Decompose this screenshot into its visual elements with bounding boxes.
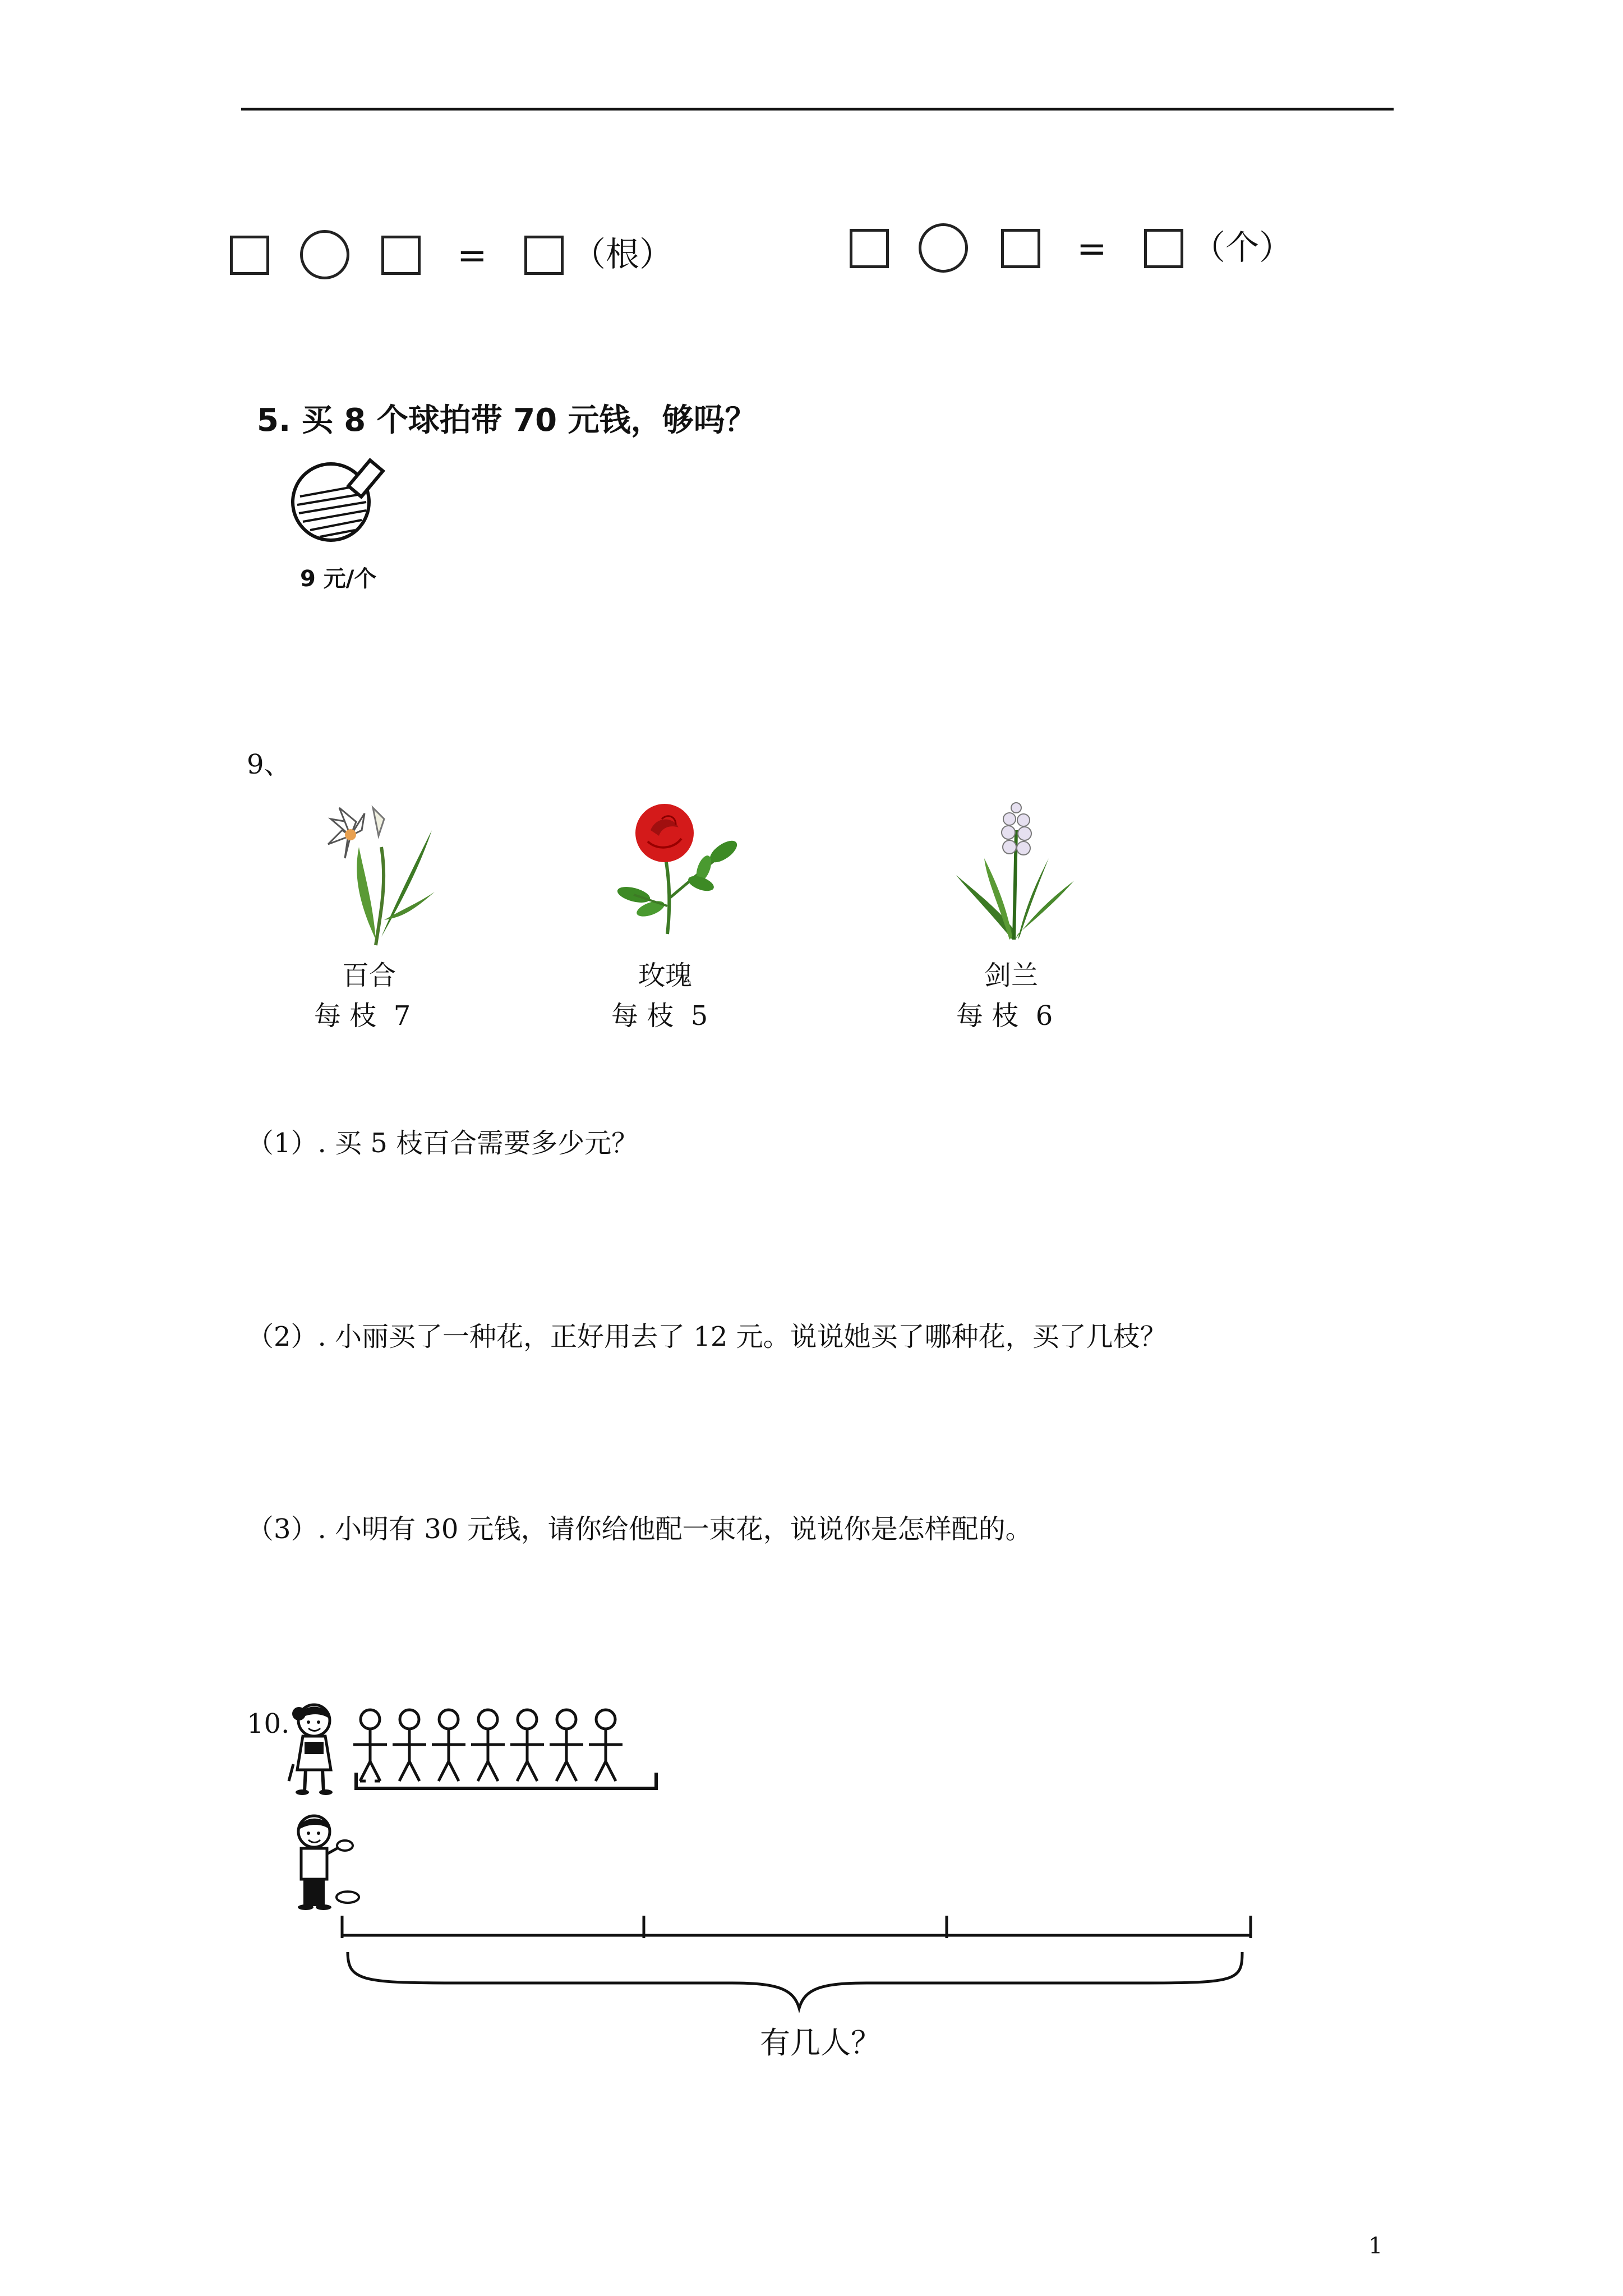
flower-price-lily: 每 枝 7 [314,1000,411,1032]
question-9-part-3: （3）. 小明有 30 元钱，请你给他配一束花，说说你是怎样配的。 [247,1513,1032,1545]
boy-icon [283,1812,359,1910]
segment-diagram [339,1904,1259,2014]
question-9-part-2: （2）. 小丽买了一种花，正好用去了 12 元。说说她买了哪种花，买了几枝？ [247,1321,1167,1352]
answer-box[interactable] [850,229,889,268]
flower-name-lily: 百合 [342,960,396,991]
page-number: 1 [1368,2233,1383,2259]
question-9-part-1: （1）. 买 5 枝百合需要多少元？ [247,1128,639,1159]
rose-icon [611,797,746,937]
question-10-number: 10. [247,1708,290,1740]
flower-name-gladiolus: 剑兰 [984,960,1039,991]
unit-label: （个） [1192,228,1293,268]
flower-price-rose: 每 枝 5 [611,1000,708,1032]
equals-sign: = [457,235,487,277]
unit-label: （根） [572,235,673,274]
operator-circle[interactable] [919,223,968,273]
girl-icon [283,1697,345,1795]
paddle-price: 9 元/个 [300,566,377,592]
flower-price-gladiolus: 每 枝 6 [956,1000,1053,1032]
answer-box[interactable] [230,236,269,275]
question-5-title: 5. 买 8 个球拍带 70 元钱，够吗？ [257,402,757,439]
answer-box[interactable] [1001,229,1040,268]
operator-circle[interactable] [300,230,349,279]
answer-box[interactable] [524,236,564,275]
answer-box[interactable] [381,236,421,275]
header-rule [241,108,1394,111]
question-9-number: 9、 [247,749,291,780]
flower-name-rose: 玫瑰 [638,960,693,991]
paddle-icon [289,446,401,547]
equals-sign: = [1077,228,1107,270]
question-10-text: 有几人？ [760,2025,881,2060]
answer-box[interactable] [1144,229,1183,268]
lily-icon [320,797,443,948]
gladiolus-icon [953,797,1077,942]
people-row-icon [353,1708,659,1792]
